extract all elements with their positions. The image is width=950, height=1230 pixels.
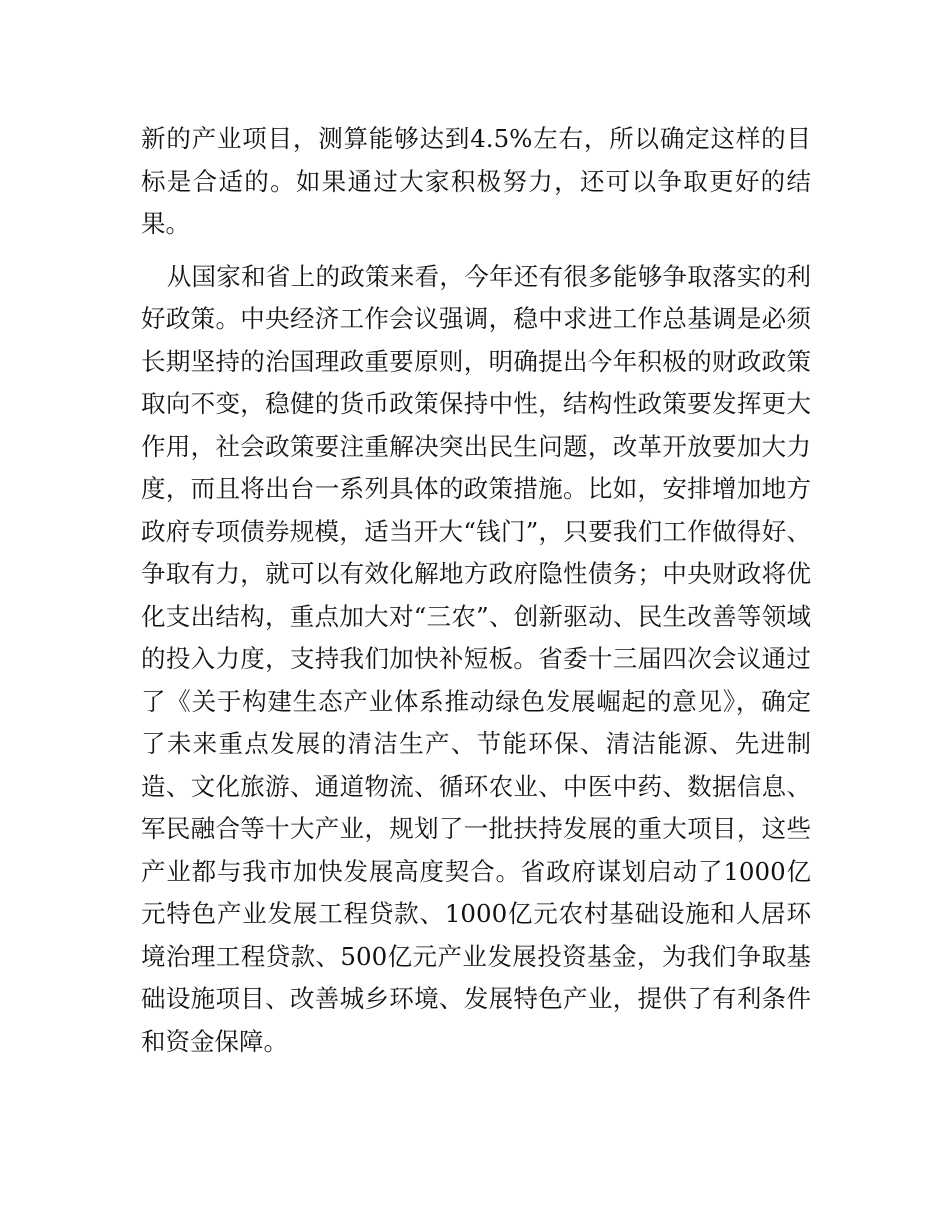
paragraph-1: 新的产业项目，测算能够达到4.5%左右，所以确定这样的目标是合适的。如果通过大家积极努力，还可以争取更好的结果。 xyxy=(141,124,811,238)
paragraph-2: 从国家和省上的政策来看，今年还有很多能够争取落实的利好政策。中央经济工作会议强调，稳中求进工作总基调是必须长期坚持的治国理政重要原则，明确提出今年积极的财政政策取向不变，稳健的货币政策保持中性，结构性政策要发挥更大作用，社会政策要注重解决突出民生问题，改革开放要加大力度，而且将出台一系列具体的政策措施。比如，安排增加地方政府专项债券规模，适当开大“钱门”，只要我们工作做得好、争取有力，就可以有效化解地方政府隐性债务；中央财政将优化支出结构，重点加大对“三农”、创新驱动、民生改善等领域的投入力度，支持我们加快补短板。省委十三届四次会议通过了《关于构建生态产业体系推动绿色发展崛起的意见》，确定了未来重点发展的清洁生产、节能环保、清洁能源、先进制造、文化旅游、通道物流、循环农业、中医中药、数据信息、军民融合等十大产业，规划了一批扶持发展的重大项目，这些产业都与我市加快发展高度契合。省政府谋划启动了1000亿元特色产业发展工程贷款、1000亿元农村基础设施和人居环境治理工程贷款、500亿元产业发展投资基金，为我们争取基础设施项目、改善城乡环境、发展特色产业，提供了有利条件和资金保障。 xyxy=(141,261,811,1056)
document-body xyxy=(141,118,811,1063)
